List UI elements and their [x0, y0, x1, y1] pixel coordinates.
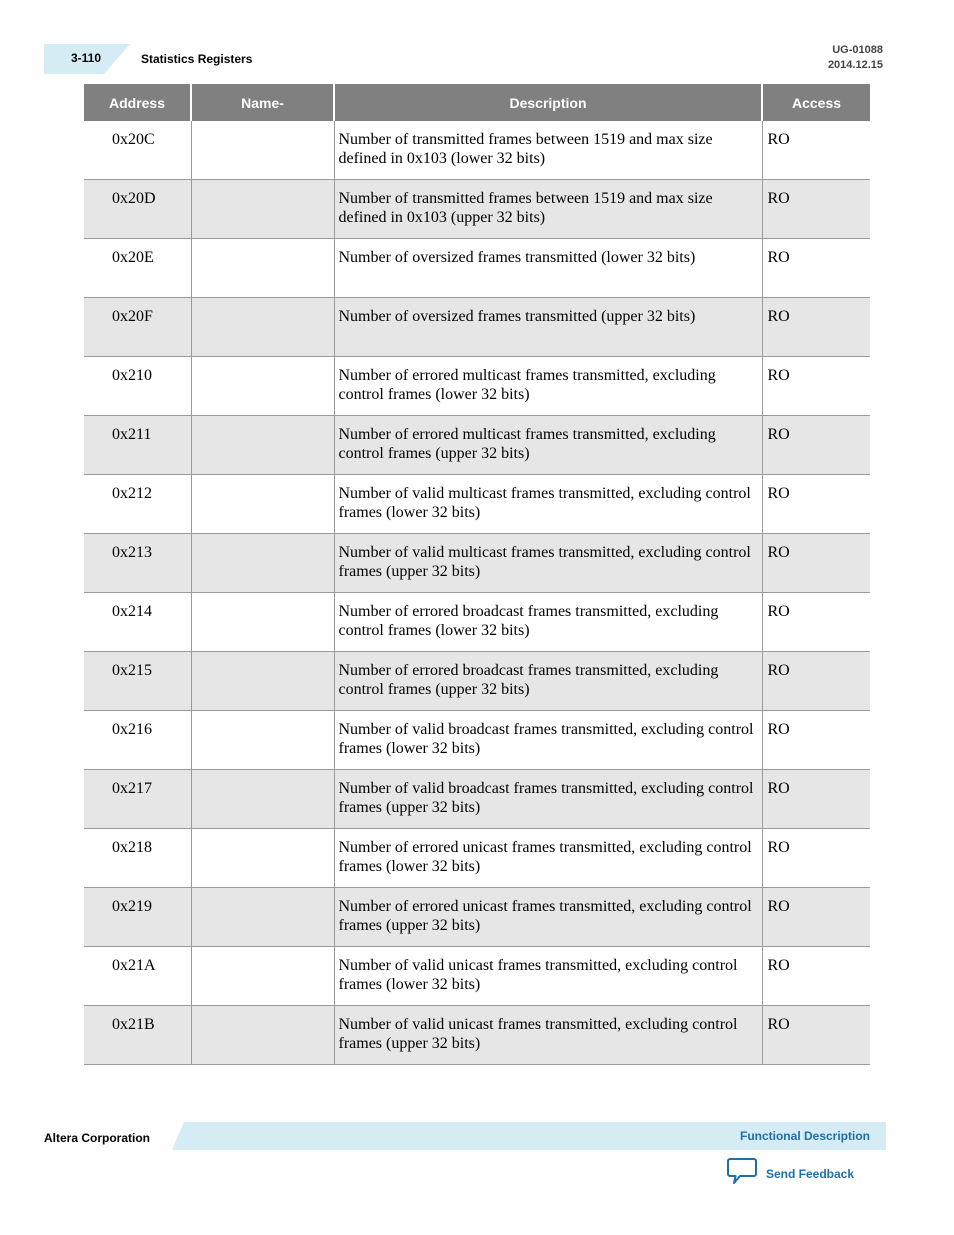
description-cell: [334, 121, 762, 180]
name-cell: [191, 770, 334, 829]
address-cell: [84, 534, 191, 593]
access-cell: [762, 534, 870, 593]
name-cell: [191, 711, 334, 770]
access-cell: [762, 770, 870, 829]
column-header-name: Name-: [191, 84, 334, 121]
address-cell: [84, 1006, 191, 1065]
address-cell-text: 0x211: [112, 426, 152, 443]
description-cell: [334, 298, 762, 357]
address-cell-text: 0x214: [112, 603, 152, 620]
address-cell: [84, 475, 191, 534]
description-cell: [334, 475, 762, 534]
address-cell-text: 0x215: [112, 662, 152, 679]
table-header-row: [84, 84, 870, 121]
description-cell-text: Number of transmitted frames between 1519 and max size defined in 0x103 (upper 32 bits): [338, 190, 713, 226]
address-cell-text: 0x218: [112, 839, 152, 856]
address-cell-text: 0x20C: [112, 131, 155, 148]
description-cell: [334, 357, 762, 416]
table-row: [84, 180, 870, 239]
table-row: [84, 652, 870, 711]
access-cell-text: RO: [767, 190, 790, 207]
table-row: [84, 121, 870, 180]
access-cell-text: RO: [767, 780, 790, 797]
access-cell: [762, 1006, 870, 1065]
access-cell: [762, 416, 870, 475]
address-cell: [84, 711, 191, 770]
access-cell: [762, 121, 870, 180]
company-name: Altera Corporation: [44, 1131, 151, 1145]
table-row: [84, 475, 870, 534]
address-cell: [84, 947, 191, 1006]
description-cell-text: Number of valid multicast frames transmitted, excluding control frames (upper 32 bits): [338, 544, 751, 580]
column-header-access: Access: [762, 84, 870, 121]
table-row: [84, 888, 870, 947]
table-row: [84, 357, 870, 416]
table-body: [84, 121, 870, 1065]
table-row: [84, 593, 870, 652]
send-feedback-button[interactable]: [727, 1157, 854, 1190]
name-cell: [191, 239, 334, 298]
address-cell: [84, 121, 191, 180]
description-cell: [334, 593, 762, 652]
doc-date: 2014.12.15: [827, 59, 883, 71]
description-cell-text: Number of oversized frames transmitted (lower 32 bits): [338, 249, 696, 266]
table-row: [84, 770, 870, 829]
address-cell-text: 0x210: [112, 367, 152, 384]
address-cell-text: 0x21B: [112, 1016, 155, 1033]
page-number: 3-110: [71, 51, 102, 65]
name-cell: [191, 475, 334, 534]
access-cell-text: RO: [767, 544, 790, 561]
description-cell: [334, 947, 762, 1006]
description-cell: [334, 888, 762, 947]
address-cell: [84, 416, 191, 475]
description-cell: [334, 239, 762, 298]
name-cell: [191, 416, 334, 475]
access-cell: [762, 888, 870, 947]
access-cell-text: RO: [767, 308, 790, 325]
access-cell: [762, 829, 870, 888]
address-cell: [84, 829, 191, 888]
address-cell: [84, 770, 191, 829]
description-cell-text: Number of errored broadcast frames transmitted, excluding control frames (lower 32 bits): [338, 603, 719, 639]
access-cell-text: RO: [767, 957, 790, 974]
access-cell-text: RO: [767, 485, 790, 502]
address-cell: [84, 593, 191, 652]
description-cell: [334, 1006, 762, 1065]
table-row: [84, 239, 870, 298]
address-cell-text: 0x20D: [112, 190, 156, 207]
description-cell-text: Number of transmitted frames between 1519 and max size defined in 0x103 (lower 32 bits): [338, 131, 713, 167]
description-cell: [334, 829, 762, 888]
description-cell-text: Number of valid broadcast frames transmitted, excluding control frames (lower 32 bits): [338, 721, 754, 757]
address-cell-text: 0x217: [112, 780, 152, 797]
description-cell: [334, 416, 762, 475]
access-cell: [762, 239, 870, 298]
column-header-address: Address: [84, 84, 191, 121]
table-row: [84, 829, 870, 888]
access-cell: [762, 298, 870, 357]
description-cell: [334, 770, 762, 829]
description-cell-text: Number of valid broadcast frames transmitted, excluding control frames (upper 32 bits): [338, 780, 754, 816]
address-cell: [84, 652, 191, 711]
access-cell-text: RO: [767, 131, 790, 148]
access-cell-text: RO: [767, 249, 790, 266]
name-cell: [191, 947, 334, 1006]
column-header-description: Description: [334, 84, 762, 121]
access-cell-text: RO: [767, 721, 790, 738]
access-cell: [762, 475, 870, 534]
table-row: [84, 711, 870, 770]
access-cell: [762, 947, 870, 1006]
name-cell: [191, 1006, 334, 1065]
address-cell: [84, 298, 191, 357]
table-row: [84, 534, 870, 593]
description-cell-text: Number of errored multicast frames transmitted, excluding control frames (lower 32 bits): [338, 367, 716, 403]
name-cell: [191, 298, 334, 357]
table-row: [84, 947, 870, 1006]
name-cell: [191, 357, 334, 416]
name-cell: [191, 829, 334, 888]
address-cell-text: 0x21A: [112, 957, 156, 974]
description-cell: [334, 652, 762, 711]
table-row: [84, 416, 870, 475]
address-cell-text: 0x219: [112, 898, 152, 915]
description-cell-text: Number of valid unicast frames transmitted, excluding control frames (lower 32 bits): [338, 957, 738, 993]
description-cell: [334, 180, 762, 239]
speech-bubble-icon: [727, 1157, 757, 1190]
section-title: Statistics Registers: [141, 52, 253, 66]
access-cell-text: RO: [767, 839, 790, 856]
access-cell-text: RO: [767, 898, 790, 915]
description-cell-text: Number of oversized frames transmitted (upper 32 bits): [338, 308, 696, 325]
access-cell: [762, 711, 870, 770]
access-cell: [762, 180, 870, 239]
name-cell: [191, 534, 334, 593]
address-cell-text: 0x20E: [112, 249, 154, 266]
description-cell-text: Number of valid multicast frames transmitted, excluding control frames (lower 32 bits): [338, 485, 751, 521]
register-table: [84, 84, 870, 1065]
address-cell-text: 0x216: [112, 721, 152, 738]
name-cell: [191, 121, 334, 180]
address-cell: [84, 888, 191, 947]
description-cell-text: Number of errored multicast frames transmitted, excluding control frames (upper 32 bits): [338, 426, 716, 462]
description-cell-text: Number of valid unicast frames transmitted, excluding control frames (upper 32 bits): [338, 1016, 738, 1052]
doc-id: UG-01088: [832, 44, 883, 56]
description-cell-text: Number of errored broadcast frames transmitted, excluding control frames (upper 32 bits): [338, 662, 719, 698]
address-cell-text: 0x212: [112, 485, 152, 502]
name-cell: [191, 593, 334, 652]
address-cell-text: 0x213: [112, 544, 152, 561]
description-cell-text: Number of errored unicast frames transmitted, excluding control frames (upper 32 bits): [338, 898, 752, 934]
address-cell: [84, 239, 191, 298]
name-cell: [191, 180, 334, 239]
table-row: [84, 1006, 870, 1065]
page-tab-tail: [104, 44, 130, 74]
description-cell: [334, 711, 762, 770]
access-cell: [762, 652, 870, 711]
access-cell: [762, 593, 870, 652]
table-row: [84, 298, 870, 357]
access-cell-text: RO: [767, 426, 790, 443]
access-cell-text: RO: [767, 662, 790, 679]
address-cell-text: 0x20F: [112, 308, 153, 325]
address-cell: [84, 180, 191, 239]
doc-info: [828, 43, 883, 73]
description-cell-text: Number of errored unicast frames transmitted, excluding control frames (lower 32 bits): [338, 839, 752, 875]
name-cell: [191, 652, 334, 711]
functional-description-link[interactable]: Functional Description: [739, 1129, 870, 1143]
access-cell-text: RO: [767, 603, 790, 620]
access-cell-text: RO: [767, 367, 790, 384]
description-cell: [334, 534, 762, 593]
send-feedback-label: Send Feedback: [766, 1166, 855, 1181]
access-cell: [762, 357, 870, 416]
footer-band-edge: [172, 1122, 184, 1150]
address-cell: [84, 357, 191, 416]
name-cell: [191, 888, 334, 947]
access-cell-text: RO: [767, 1016, 790, 1033]
